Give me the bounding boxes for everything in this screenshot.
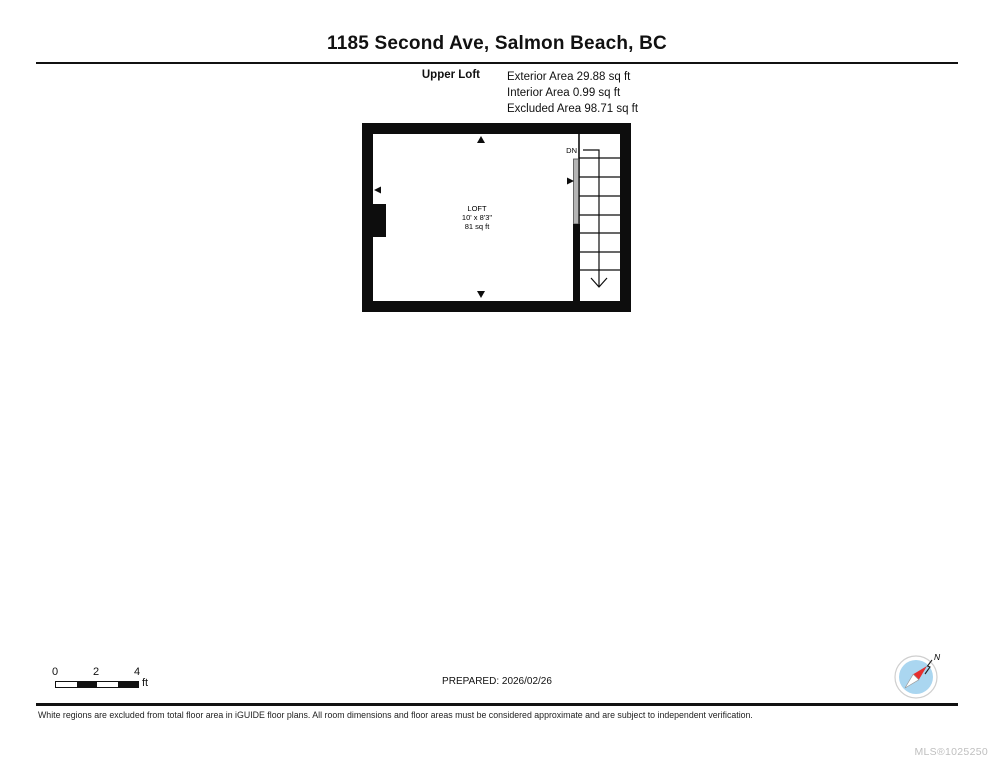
room-dimensions: 10' x 8'3" (461, 213, 493, 222)
mls-number: MLS®1025250 (914, 746, 988, 758)
stair-wall-segment (573, 224, 580, 301)
floor-name-label: Upper Loft (421, 69, 480, 81)
footer-divider (36, 703, 958, 706)
area-summary (507, 69, 638, 117)
interior-area-line: Interior Area 0.99 sq ft (507, 87, 621, 99)
north-label: N (934, 652, 941, 662)
scale-tick-4: 4 (133, 666, 141, 678)
exterior-area-line: Exterior Area 29.88 sq ft (507, 71, 631, 83)
excluded-area-line: Excluded Area 98.71 sq ft (507, 103, 639, 115)
room-area: 81 sq ft (464, 222, 490, 231)
scale-tick-2: 2 (92, 666, 100, 678)
disclaimer-text: White regions are excluded from total floor area in iGUIDE floor plans. All room dimensions and floor areas must be considered approximate and are subject to independent verification. (38, 710, 753, 720)
scale-tick-0: 0 (51, 666, 59, 678)
scale-unit-label: ft (142, 677, 149, 689)
room-interior (373, 134, 620, 301)
stairs-dn-label: DN (566, 146, 577, 155)
wall-projection (373, 204, 386, 237)
compass-icon (892, 648, 948, 704)
room-name: LOFT (467, 204, 487, 213)
page-title: 1185 Second Ave, Salmon Beach, BC (327, 33, 667, 54)
prepared-date: PREPARED: 2026/02/26 (442, 676, 552, 687)
title-divider (36, 62, 958, 64)
stair-railing (574, 159, 579, 224)
floorplan-drawing (362, 123, 631, 312)
